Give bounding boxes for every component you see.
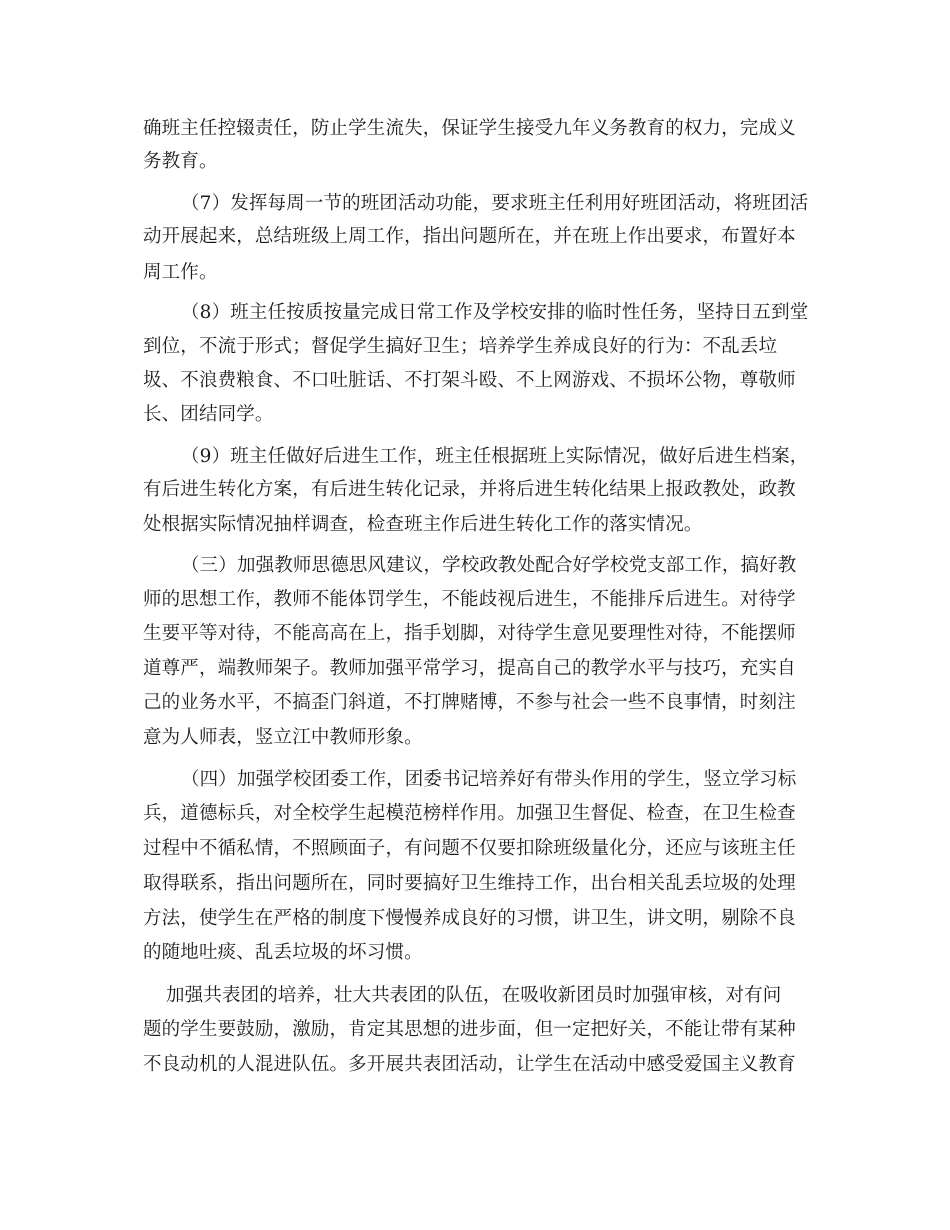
text-line: （7）发挥每周一节的班团活动功能，要求班主任利用好班团活动，将班团活 — [181, 193, 809, 214]
text-line: 师的思想工作，教师不能体罚学生，不能歧视后进生，不能排斥后进生。对待学 — [143, 589, 796, 610]
text-line: 题的学生要鼓励，激励，肯定其思想的进步面，但一定把好关，不能让带有某种 — [143, 1019, 796, 1040]
text-line: （9）班主任做好后进生工作，班主任根据班上实际情况，做好后进生档案， — [181, 446, 809, 467]
text-line: 到位，不流于形式；督促学生搞好卫生；培养学生养成良好的行为：不乱丢垃 — [143, 336, 778, 357]
text-line: 长、团结同学。 — [143, 404, 274, 425]
text-line: （四）加强学校团委工作，团委书记培养好有带头作用的学生，竖立学习标 — [181, 769, 797, 790]
text-line: 道尊严，端教师架子。教师加强平常学习，提高自己的教学水平与技巧，充实自 — [143, 658, 796, 679]
text-line: 的随地吐痰、乱丢垃圾的坏习惯。 — [143, 942, 423, 963]
text-line: 生要平等对待，不能高高在上，指手划脚，对待学生意见要理性对待，不能摆师 — [143, 623, 796, 644]
text-line: 动开展起来，总结班级上周工作，指出问题所在，并在班上作出要求，布置好本 — [143, 226, 796, 247]
text-line: 不良动机的人混进队伍。多开展共表团活动，让学生在活动中感受爱国主义教育 — [143, 1054, 796, 1075]
text-line: 圾、不浪费粮食、不口吐脏话、不打架斗殴、不上网游戏、不损坏公物，尊敬师 — [143, 370, 796, 391]
text-line: 周工作。 — [143, 262, 218, 283]
text-line: 加强共表团的培养，壮大共表团的队伍，在吸收新团员时加强审核，对有问 — [166, 985, 782, 1006]
text-line: 己的业务水平，不搞歪门斜道，不打牌赌博，不参与社会一些不良事情，时刻注 — [143, 692, 796, 713]
text-line: 取得联系，指出问题所在，同时要搞好卫生维持工作，出台相关乱丢垃圾的处理 — [143, 873, 796, 894]
text-line: 务教育。 — [143, 151, 218, 172]
text-line: （三）加强教师思德思风建议，学校政教处配合好学校党支部工作，搞好教 — [181, 555, 797, 576]
text-line: 处根据实际情况抽样调查，检查班主作后进生转化工作的落实情况。 — [143, 514, 703, 535]
text-line: 意为人师表，竖立江中教师形象。 — [143, 727, 423, 748]
text-line: 方法，使学生在严格的制度下慢慢养成良好的习惯，讲卫生，讲文明，剔除不良 — [143, 908, 796, 929]
text-line: （8）班主任按质按量完成日常工作及学校安排的临时性任务，坚持日五到堂 — [181, 302, 809, 323]
text-line: 有后进生转化方案，有后进生转化记录，并将后进生转化结果上报政教处，政教 — [143, 479, 796, 500]
text-line: 兵，道德标兵，对全校学生起模范榜样作用。加强卫生督促、检查，在卫生检查 — [143, 803, 796, 824]
text-line: 过程中不循私情，不照顾面子，有问题不仅要扣除班级量化分，还应与该班主任 — [143, 838, 796, 859]
text-line: 确班主任控辍责任，防止学生流失，保证学生接受九年义务教育的权力，完成义 — [143, 118, 796, 139]
